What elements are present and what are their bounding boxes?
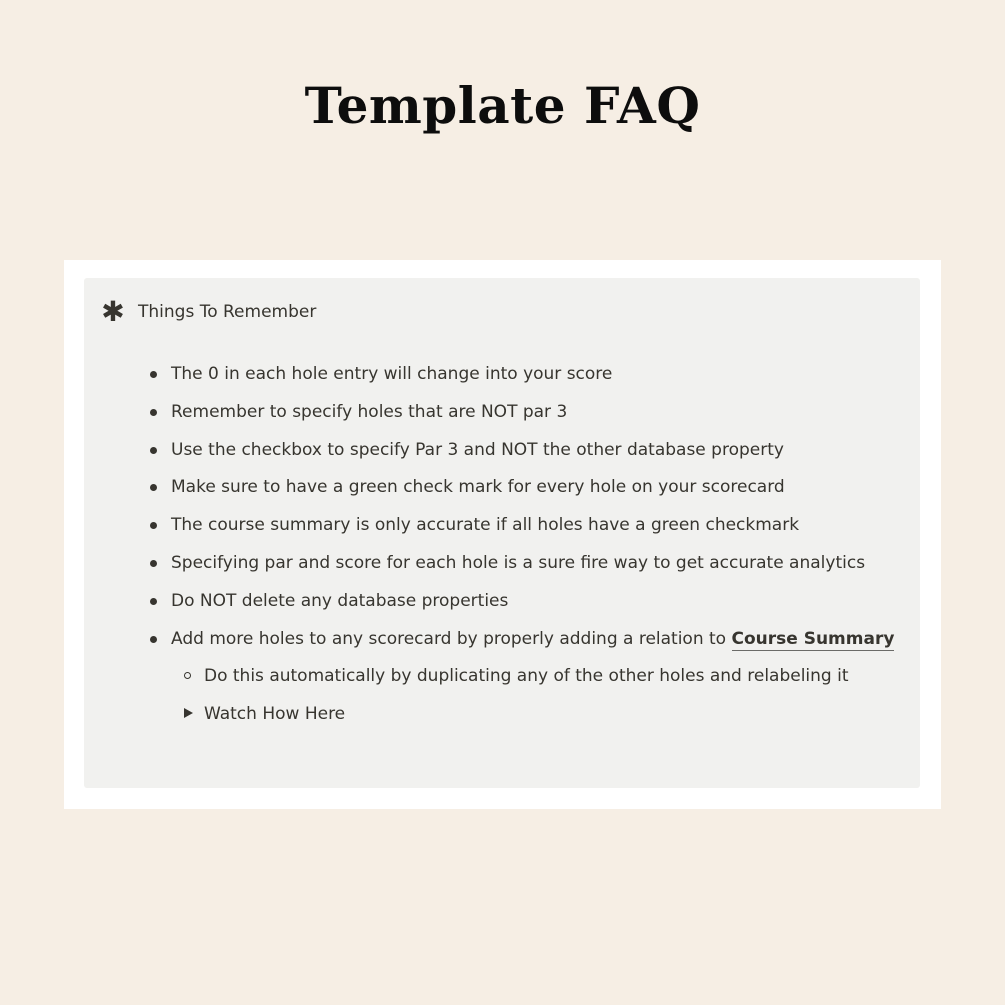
asterisk-icon[interactable]: ✱ (101, 295, 125, 328)
callout-title: Things To Remember (138, 302, 317, 322)
content-card (64, 260, 941, 809)
list-item-text: Remember to specify holes that are NOT par 3 (171, 401, 568, 422)
course-summary-link[interactable]: Course Summary (731, 628, 895, 649)
bullet-dot-icon (150, 484, 157, 491)
bullet-dot-icon (150, 636, 157, 643)
toggle-label: Watch How Here (204, 704, 346, 724)
list-item (150, 551, 894, 589)
list-item (150, 400, 894, 438)
bullet-dot-icon (150, 371, 157, 378)
list-item-text: Use the checkbox to specify Par 3 and NOT the other database property (171, 439, 784, 460)
list-item (150, 627, 894, 665)
list-item (150, 513, 894, 551)
bullet-circle-icon (184, 672, 191, 679)
toggle-triangle-icon[interactable] (184, 708, 193, 718)
list-item-text: The 0 in each hole entry will change into your score (171, 364, 613, 384)
sub-list-item-text: Do this automatically by duplicating any of the other holes and relabeling it (204, 666, 849, 686)
list-item-text: Specifying par and score for each hole is a sure fire way to get accurate analytics (171, 552, 866, 573)
list-item (150, 438, 894, 476)
page-title: Template FAQ (304, 76, 701, 135)
list-item-text: Do NOT delete any database properties (171, 590, 509, 611)
list-item (150, 475, 894, 513)
bullet-dot-icon (150, 447, 157, 454)
bullet-dot-icon (150, 560, 157, 567)
list-item (150, 589, 894, 627)
bullet-dot-icon (150, 522, 157, 529)
bulleted-list (150, 362, 894, 664)
list-item-text: Add more holes to any scorecard by properly adding a relation to (171, 628, 732, 649)
list-item-text: The course summary is only accurate if all holes have a green checkmark (171, 515, 800, 536)
bullet-dot-icon (150, 598, 157, 605)
list-item (150, 362, 894, 400)
bullet-dot-icon (150, 409, 157, 416)
toggle-watch-how-here[interactable] (184, 702, 345, 726)
list-item-text: Make sure to have a green check mark for every hole on your scorecard (171, 477, 785, 498)
callout-block (84, 278, 920, 788)
sub-list-item (184, 664, 849, 688)
